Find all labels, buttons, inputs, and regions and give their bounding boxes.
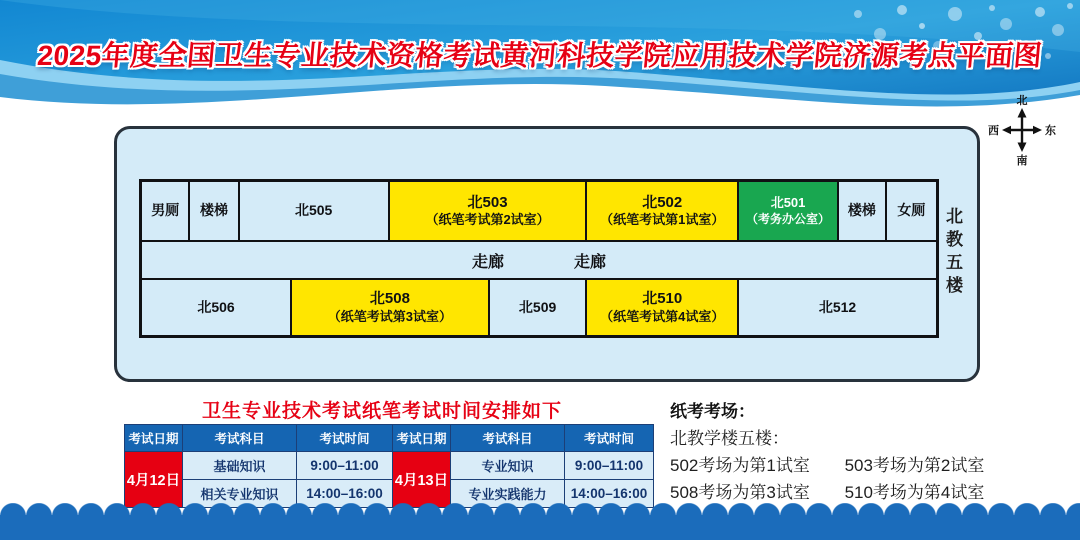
room-name: 北501 <box>770 195 806 211</box>
compass-south-label: 南 <box>1016 155 1028 167</box>
compass-east-label: 东 <box>1045 125 1056 137</box>
notes-room-mapping: 502考场为第1试室 <box>670 456 810 475</box>
schedule-subject: 基础知识 <box>183 452 296 479</box>
room-name: 北503 <box>467 193 508 211</box>
room-subtitle: （纸笔考试第4试室） <box>600 308 725 324</box>
schedule-time: 14:00–16:00 <box>565 480 653 507</box>
room-subtitle: （考务办公室） <box>746 211 831 226</box>
room-name: 北508 <box>369 290 410 307</box>
schedule-header-time-2: 考试时间 <box>565 425 653 451</box>
room-503-exam2 <box>390 182 588 240</box>
rooms-row-top <box>142 182 936 242</box>
room-510-exam4 <box>587 280 739 335</box>
room-name: 北510 <box>642 290 683 307</box>
room-name: 北502 <box>642 193 683 211</box>
room-name: 男厕 <box>151 202 180 219</box>
schedule-header-time-1: 考试时间 <box>297 425 392 451</box>
paper-exam-notes <box>670 398 984 506</box>
compass-north-label: 北 <box>1016 95 1028 107</box>
room-name: 北509 <box>518 298 557 315</box>
room-505 <box>240 182 390 240</box>
rooms-table <box>139 179 939 338</box>
schedule-heading: 卫生专业技术考试纸笔考试时间安排如下 <box>201 401 562 422</box>
room-stairs-east <box>839 182 887 240</box>
room-name: 北512 <box>818 298 857 315</box>
page-title: 2025年度全国卫生专业技术资格考试黄河科技学院应用技术学院济源考点平面图 <box>36 40 1044 71</box>
schedule-time: 14:00–16:00 <box>297 480 392 507</box>
room-name: 楼梯 <box>847 202 876 219</box>
rooms-row-bottom <box>142 280 936 335</box>
room-male-toilet <box>142 182 190 240</box>
schedule-date-apr13: 4月13日 <box>393 452 450 507</box>
room-subtitle: （纸笔考试第2试室） <box>425 212 550 228</box>
room-506 <box>142 280 292 335</box>
building-label: 北教五楼 <box>943 207 962 299</box>
schedule-header-date-1: 考试日期 <box>125 425 182 451</box>
room-subtitle: （纸笔考试第3试室） <box>327 308 453 324</box>
schedule-time: 9:00–11:00 <box>565 452 653 479</box>
room-502-exam1 <box>587 182 739 240</box>
schedule-subject: 专业实践能力 <box>451 480 564 507</box>
bottom-wave-decoration <box>0 503 1080 540</box>
schedule-time: 9:00–11:00 <box>297 452 392 479</box>
room-stairs-west <box>190 182 239 240</box>
schedule-date-apr12: 4月12日 <box>125 452 182 507</box>
corridor-label: 走廊 <box>574 253 607 271</box>
notes-line-building: 北教学楼五楼： <box>670 429 789 448</box>
corridor-label: 走廊 <box>471 253 504 271</box>
compass-west-label: 西 <box>988 125 999 137</box>
room-name: 北505 <box>294 202 333 219</box>
corridor-row <box>142 242 936 280</box>
schedule-header-subject-1: 考试科目 <box>183 425 296 451</box>
room-501-office <box>739 182 839 240</box>
schedule-table <box>124 424 654 508</box>
room-512 <box>739 280 936 335</box>
notes-room-mapping: 503考场为第2试室 <box>844 456 985 475</box>
room-name: 女厕 <box>897 202 926 219</box>
notes-room-mapping: 510考场为第4试室 <box>844 483 985 502</box>
compass-cross-icon <box>1002 108 1042 152</box>
schedule-header-date-2: 考试日期 <box>393 425 450 451</box>
compass <box>988 92 1056 168</box>
room-female-toilet <box>887 182 936 240</box>
room-508-exam3 <box>292 280 490 335</box>
banner <box>0 0 1080 128</box>
notes-line-rooms-2 <box>670 479 984 506</box>
room-name: 北506 <box>197 298 235 315</box>
notes-title: 纸考考场： <box>670 402 755 421</box>
schedule-subject: 相关专业知识 <box>183 480 296 507</box>
schedule-header-subject-2: 考试科目 <box>451 425 564 451</box>
schedule-subject: 专业知识 <box>451 452 564 479</box>
room-subtitle: （纸笔考试第1试室） <box>600 212 725 228</box>
notes-room-mapping: 508考场为第3试室 <box>670 483 810 502</box>
notes-line-rooms-1 <box>670 452 984 479</box>
room-name: 楼梯 <box>200 202 229 219</box>
room-509 <box>490 280 588 335</box>
floor-plan <box>114 126 980 382</box>
